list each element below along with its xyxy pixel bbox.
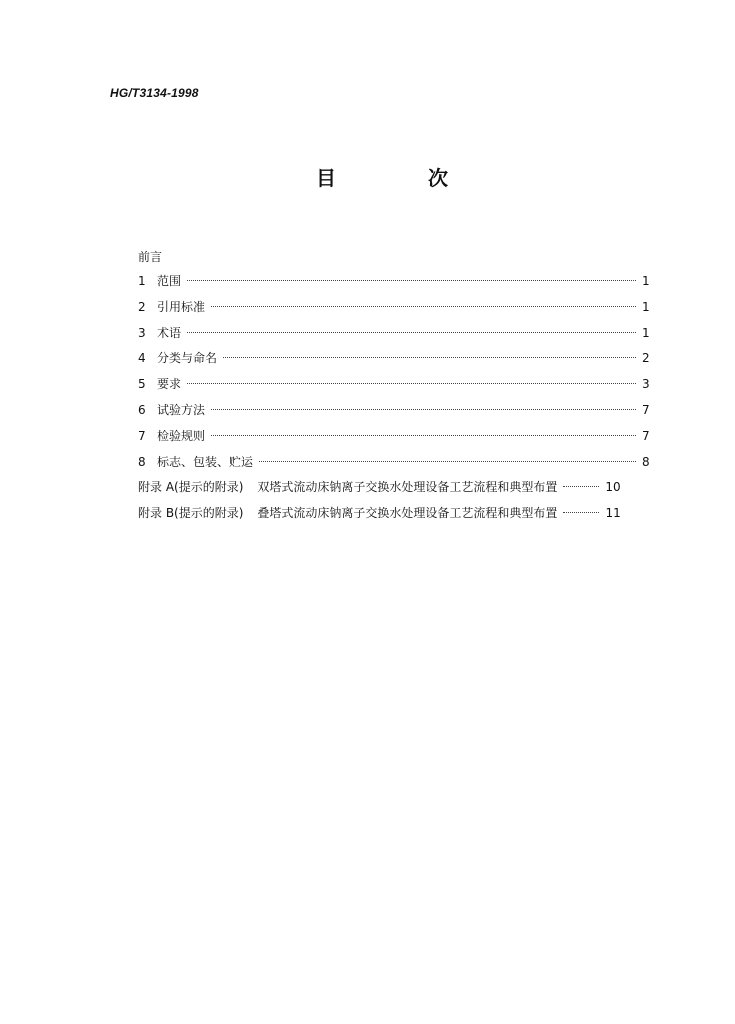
- toc-page-number: 1: [642, 299, 650, 314]
- dot-leader: [223, 357, 636, 358]
- toc-number: 3: [138, 325, 146, 340]
- toc-number: 8: [138, 454, 146, 469]
- appendix-title: 双塔式流动床钠离子交换水处理设备工艺流程和典型布置: [257, 480, 558, 495]
- toc-page-number: 8: [642, 454, 650, 469]
- dot-leader: [211, 435, 636, 436]
- toc-label: 检验规则: [157, 428, 206, 443]
- toc-number: 7: [138, 428, 146, 443]
- standard-code: HG/T3134-1998: [110, 86, 199, 100]
- toc-page-number: 1: [642, 274, 650, 288]
- title-char-2: 次: [428, 166, 448, 190]
- dot-leader: [187, 332, 636, 333]
- toc-row-8[interactable]: [138, 454, 658, 480]
- dot-leader: [211, 306, 636, 307]
- toc-label: 术语: [157, 325, 182, 340]
- dot-leader: [187, 280, 636, 281]
- toc-number: 4: [138, 351, 146, 366]
- dot-leader: [259, 461, 636, 462]
- toc-number: 1: [138, 274, 146, 288]
- toc-row-4[interactable]: [138, 350, 658, 376]
- toc-row-6[interactable]: [138, 402, 658, 428]
- toc-preface-row[interactable]: [138, 249, 658, 273]
- appendix-prefix: 附录 A(提示的附录): [138, 480, 244, 495]
- appendix-prefix: 附录 B(提示的附录): [138, 506, 244, 521]
- toc-label: 引用标准: [157, 299, 206, 314]
- dot-leader: [211, 409, 636, 410]
- dot-leader: [563, 486, 599, 487]
- dot-leader: [563, 512, 599, 513]
- toc-page-number: 10: [605, 480, 621, 495]
- toc-preface-label: 前言: [138, 250, 163, 264]
- toc-number: 6: [138, 402, 146, 417]
- toc-label: 范围: [157, 274, 182, 288]
- toc-page-number: 1: [642, 325, 650, 340]
- toc-row-3[interactable]: [138, 325, 658, 351]
- toc-page-number: 11: [605, 506, 621, 521]
- toc-number: 5: [138, 377, 146, 392]
- toc-page-number: 3: [642, 377, 650, 392]
- toc-label: 分类与命名: [157, 351, 218, 366]
- toc-appendix-a-row[interactable]: [138, 479, 658, 505]
- dot-leader: [187, 383, 636, 384]
- toc-number: 2: [138, 299, 146, 314]
- toc-row-7[interactable]: [138, 428, 658, 454]
- toc-label: 要求: [157, 377, 182, 392]
- toc-label: 标志、包装、贮运: [157, 454, 254, 469]
- table-of-contents: [138, 249, 658, 531]
- toc-label: 试验方法: [157, 402, 206, 417]
- toc-row-1[interactable]: [138, 273, 658, 299]
- toc-appendix-b-row[interactable]: [138, 505, 658, 531]
- toc-page-number: 7: [642, 428, 650, 443]
- title-char-1: 目: [316, 166, 336, 190]
- toc-row-2[interactable]: [138, 299, 658, 325]
- toc-page-number: 7: [642, 402, 650, 417]
- appendix-title: 叠塔式流动床钠离子交换水处理设备工艺流程和典型布置: [257, 506, 558, 521]
- toc-page-number: 2: [642, 351, 650, 366]
- toc-row-5[interactable]: [138, 376, 658, 402]
